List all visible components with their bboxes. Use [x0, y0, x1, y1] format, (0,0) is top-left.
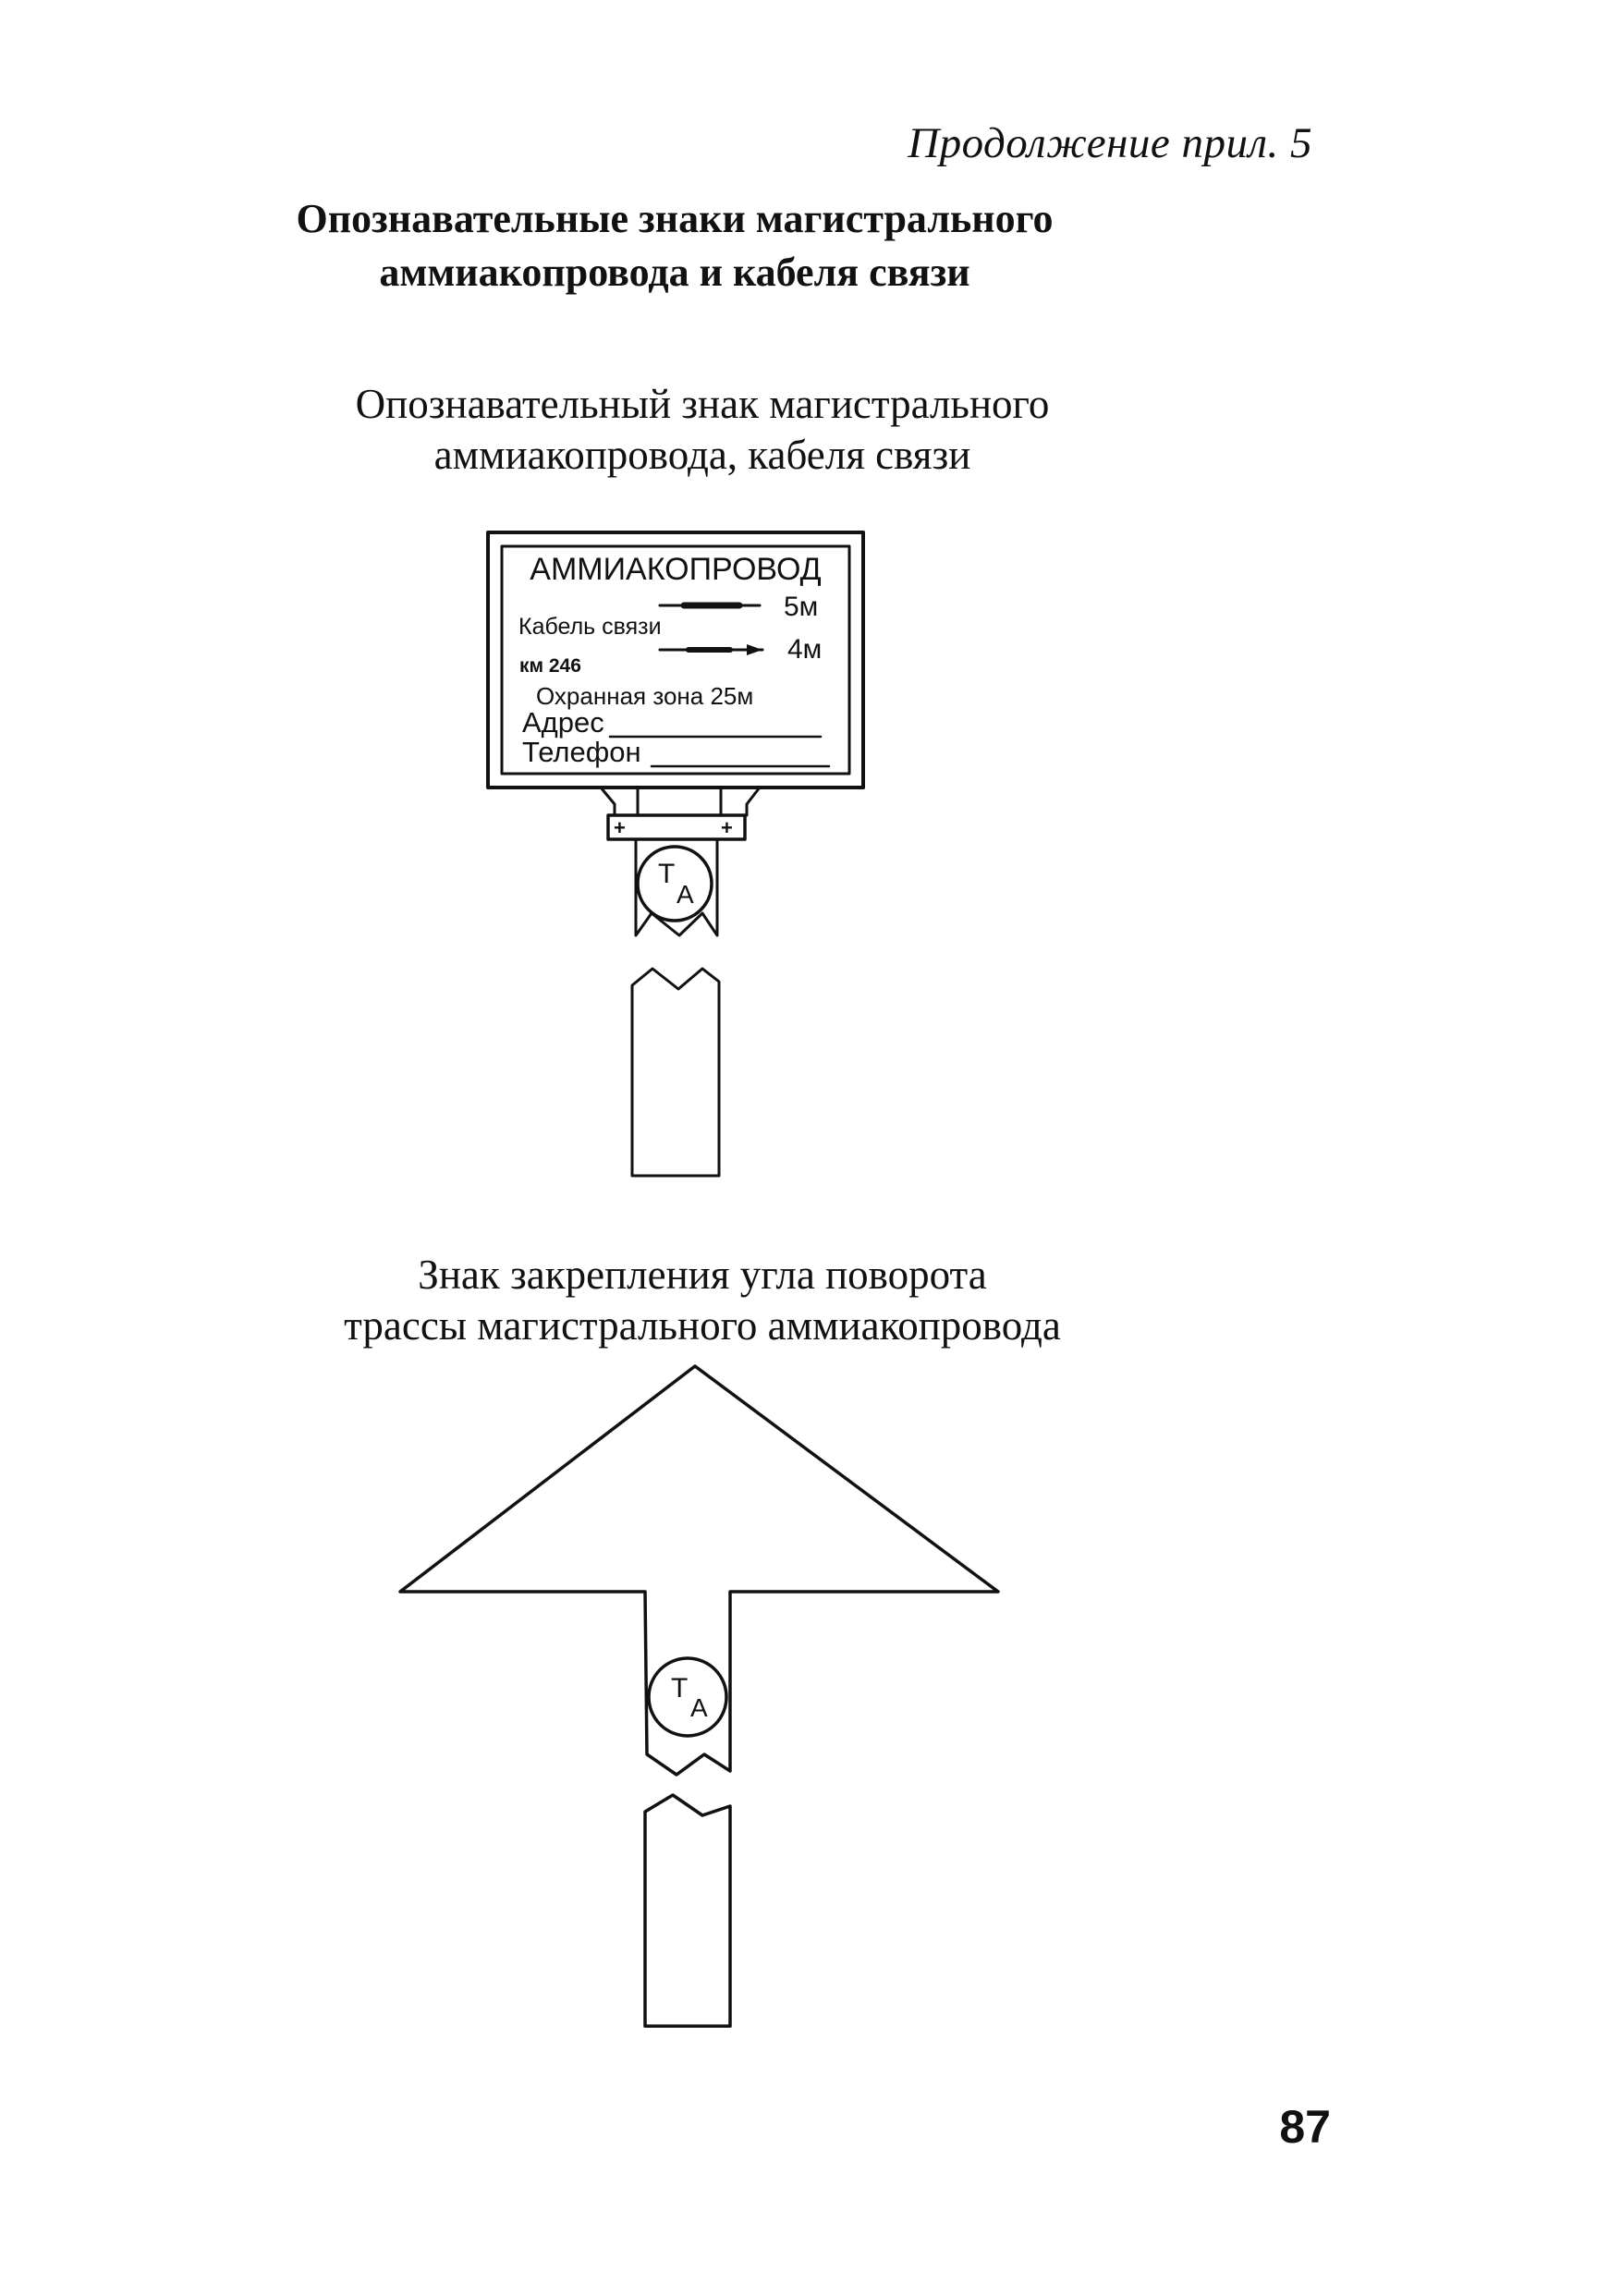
sign-bracket: [601, 788, 760, 815]
plate-phone-label: Телефон: [522, 736, 641, 768]
arrow-emblem-letter-bottom: А: [690, 1693, 708, 1722]
figure2-caption-line-1: Знак закрепления угла поворота: [418, 1252, 987, 1298]
continuation-note: Продолжение прил. 5: [908, 119, 1312, 167]
arrow-post-lower: [645, 1795, 730, 2026]
page-title-line-2: аммиакопровода и кабеля связи: [379, 250, 970, 295]
sign-post-lower: [632, 969, 719, 1176]
arrow-emblem-letter-top: Т: [671, 1673, 689, 1704]
bracket-mark-left: +: [614, 816, 626, 839]
figure1-caption-line-1: Опознавательный знак магистрального: [355, 381, 1050, 427]
emblem-letter-bottom: А: [677, 880, 694, 909]
page-title-line-1: Опознавательные знаки магистрального: [296, 196, 1054, 241]
figure1-caption-line-2: аммиакопровода, кабеля связи: [433, 432, 971, 478]
plate-distance-2: 4м: [787, 634, 823, 665]
plate-heading: АММИАКОПРОВОД: [530, 552, 822, 587]
figure2-caption-line-2: трассы магистрального аммиакопровода: [344, 1302, 1061, 1349]
page-number: 87: [1279, 2101, 1331, 2153]
bracket-mark-right: +: [721, 816, 733, 839]
plate-km-label: км 246: [519, 655, 581, 677]
plate-distance-1: 5м: [784, 592, 819, 622]
plate-cable-label: Кабель связи: [518, 614, 662, 640]
emblem-letter-top: Т: [658, 859, 676, 889]
plate-address-label: Адрес: [522, 706, 604, 739]
plate-protection-zone: Охранная зона 25м: [536, 682, 754, 710]
